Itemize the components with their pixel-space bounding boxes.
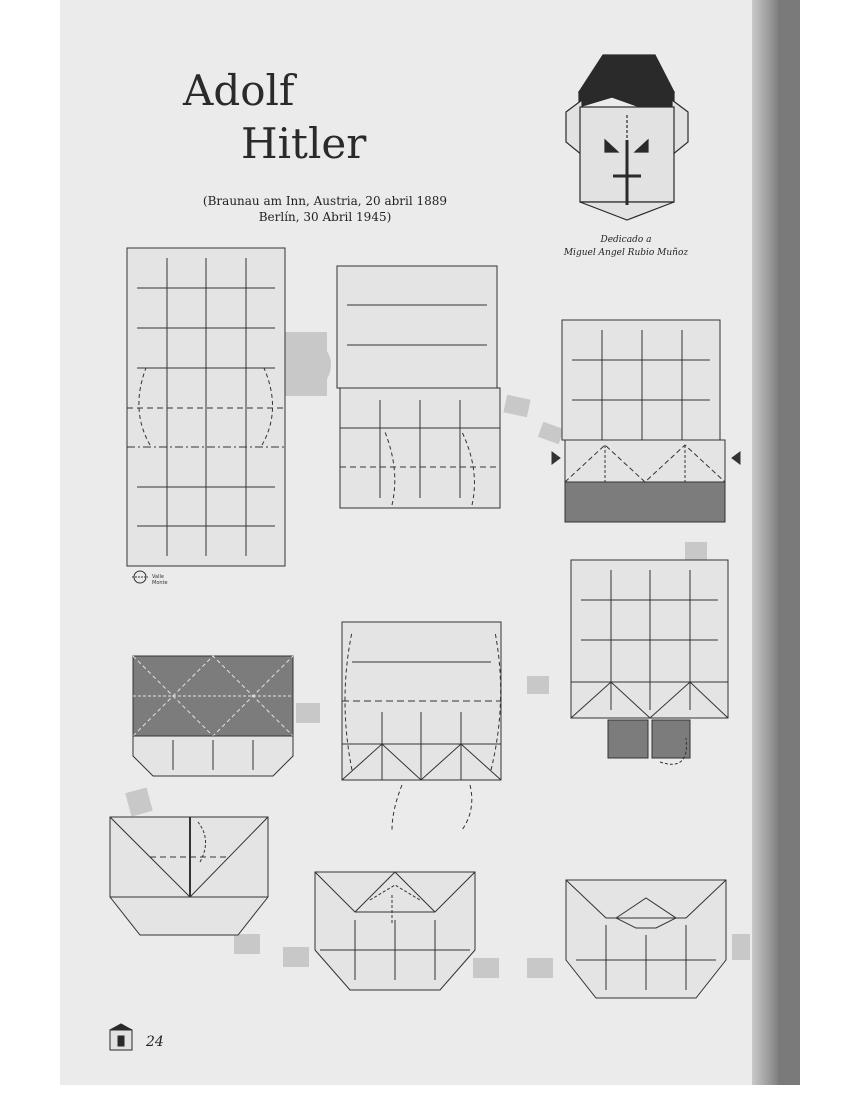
fold-legend <box>152 574 168 586</box>
fold-legend-monte: Monte <box>152 580 168 586</box>
footer-emblem-icon <box>110 1024 132 1050</box>
dedication-line-1: Dedicado a <box>600 235 652 245</box>
step-6-diagram <box>133 656 293 776</box>
dates-line-1: (Braunau am Inn, Austria, 20 abril 1889 <box>202 194 448 208</box>
dates-line-2: Berlín, 30 Abril 1945) <box>258 210 392 224</box>
dedication-line-2: Miguel Angel Rubio Muñoz <box>563 248 689 258</box>
step-5-diagram <box>342 622 501 830</box>
step-1-diagram <box>127 248 285 566</box>
step-3-diagram <box>552 320 740 522</box>
fold-legend-valle: Valle <box>152 574 164 580</box>
title-hitler: Hitler <box>241 119 367 168</box>
fold-legend-icon <box>132 571 148 583</box>
step-4-diagram <box>571 560 728 764</box>
title-adolf: Adolf <box>183 66 295 115</box>
step-9-diagram <box>566 880 726 998</box>
portrait-model <box>566 55 688 220</box>
step-8-diagram <box>315 872 475 990</box>
page-number: 24 <box>146 1034 164 1050</box>
step-7-diagram <box>110 817 268 935</box>
step-2-diagram <box>337 266 500 508</box>
